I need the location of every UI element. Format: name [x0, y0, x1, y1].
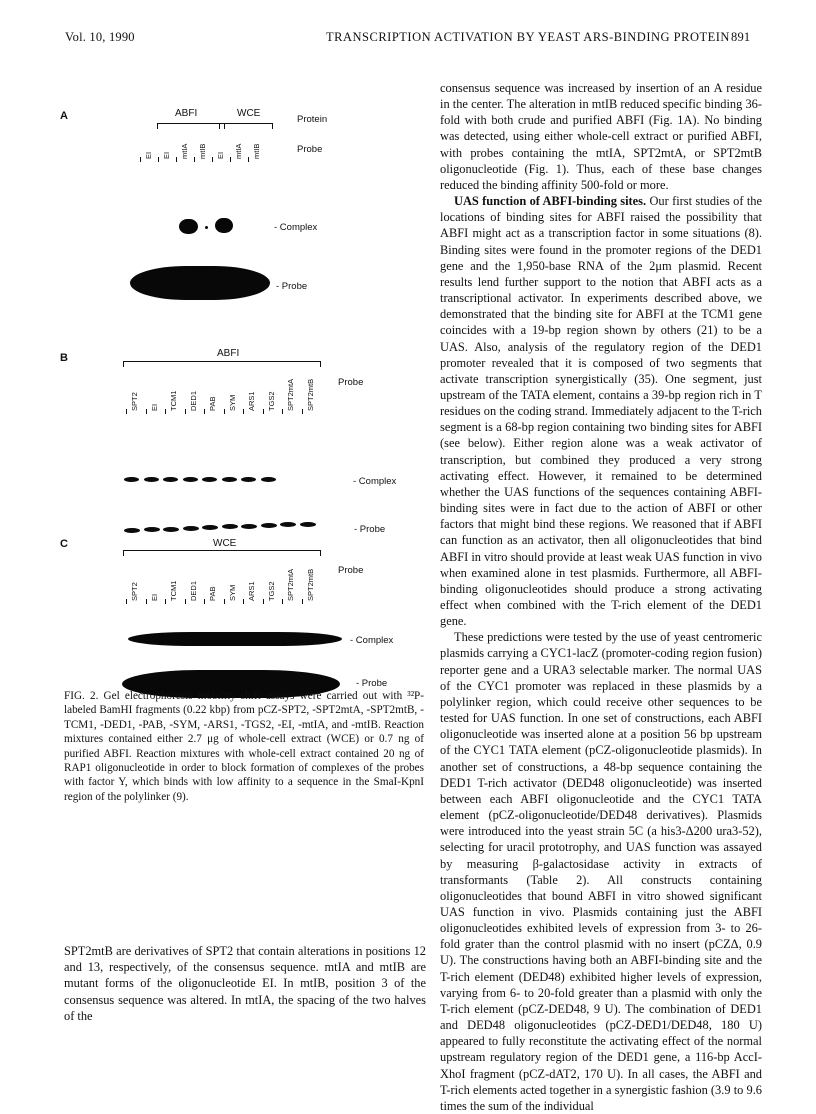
panel-b-lane-label: DED1	[188, 390, 198, 411]
panel-b-lane-tick	[263, 409, 264, 414]
panel-a-lane-label: mtIB	[198, 143, 207, 159]
panel-b-lane-label: PAB	[208, 396, 217, 411]
panel-a-protein-label: Protein	[297, 114, 328, 125]
panel-c-lane-tick	[126, 599, 127, 604]
journal-volume: Vol. 10, 1990	[65, 30, 135, 44]
panel-c-lane-label: SYM	[227, 584, 237, 601]
panel-b-probe-label: Probe	[338, 377, 364, 388]
panel-c-lane-tick	[185, 599, 186, 604]
panel-c-complex-label: - Complex	[350, 635, 394, 646]
panel-b-probe-band	[163, 527, 179, 532]
left-column-text	[64, 943, 426, 1024]
panel-b-lane-label: ARS1	[247, 391, 256, 411]
panel-a-complex-band	[215, 218, 233, 233]
page-number: 891	[731, 30, 751, 44]
panel-b-probe-band	[300, 522, 316, 527]
panel-b-lane-tick	[204, 409, 205, 414]
panel-b-lane-tick	[224, 409, 225, 414]
panel-a-lane-label: EI	[144, 151, 153, 159]
panel-c-lane-tick	[282, 599, 283, 604]
panel-a-group-abfi: ABFI	[175, 108, 198, 119]
panel-b-lane-label: SYM	[227, 394, 237, 411]
panel-b-lane-tick	[185, 409, 186, 414]
panel-c-lane-tick	[302, 599, 303, 604]
panel-a-complex-band	[179, 219, 198, 234]
right-column-text	[440, 80, 762, 1114]
panel-b-probe-band	[241, 524, 257, 529]
panel-a-lane-tick	[140, 157, 141, 162]
panel-c-probe-label-right: - Probe	[356, 678, 388, 689]
panel-a-probe-band	[130, 266, 270, 300]
panel-c-lane-tick	[204, 599, 205, 604]
panel-b-probe-band	[144, 527, 160, 532]
panel-c-lane-label: DED1	[188, 580, 198, 601]
panel-c-complex-band	[128, 632, 342, 646]
panel-c-lane-tick	[165, 599, 166, 604]
panel-b-probe-label-right: - Probe	[354, 524, 386, 535]
panel-a-lane-label: EI	[216, 151, 225, 159]
panel-b-lane-label: EI	[149, 403, 159, 411]
panel-a-lane-label: mtIA	[180, 143, 189, 159]
panel-a-probe-label: Probe	[297, 144, 323, 155]
panel-b-probe-band	[202, 525, 218, 530]
panel-c-lane-label: TCM1	[169, 580, 178, 601]
panel-c-lane-label: ARS1	[247, 581, 256, 601]
panel-c-lane-label: TGS2	[266, 581, 276, 601]
panel-b-lane-tick	[126, 409, 127, 414]
panel-c-lane-label: PAB	[208, 586, 217, 601]
panel-b-lane-tick	[146, 409, 147, 414]
panel-b-probe-band	[183, 526, 199, 531]
running-title: TRANSCRIPTION ACTIVATION BY YEAST ARS-BINDING PROTEIN	[326, 30, 730, 44]
panel-c-probe-label: Probe	[338, 565, 364, 576]
figure-2	[60, 104, 425, 674]
panel-b-lane-label: TGS2	[266, 391, 276, 411]
panel-c-lane-tick	[146, 599, 147, 604]
figure-caption: FIG. 2. Gel electrophoresis mobility shift assays were carried out with ³²P-labeled BamHI fragments (0.22 kbp) from pCZ-SPT2, -SPT2mtA, -SPT2mtB, -TCM1, -DED1, -PAB, -SYM, -ARS1, -TGS2, -EI, -mtIA, and -mtIB. Reaction mixtures contained either 2.7 μg of whole-cell extract (WCE) or 0.7 ng of purified ABFI. Reaction mixtures with whole-cell extract contained 20 ng of RAP1 oligonucleotide in order to block formation of complexes of the probes with factor Y, which binds with low affinity to a sequence in the SmaI-KpnI region of the polylinker (9).	[64, 690, 424, 803]
panel-b-complex-band	[222, 477, 237, 482]
panel-b-probe-band	[222, 524, 238, 529]
panel-c-lane-label: SPT2mtB	[305, 568, 315, 601]
panel-b-complex-band	[124, 477, 139, 482]
panel-b-complex-label: - Complex	[353, 476, 397, 487]
panel-a-probe-label-right: - Probe	[276, 281, 308, 292]
panel-c-lane-label: SPT2	[130, 582, 139, 601]
panel-b-probe-band	[124, 528, 140, 533]
panel-c-lane-label: SPT2mtA	[286, 568, 295, 601]
panel-b-complex-band	[183, 477, 198, 482]
panel-b-lane-label: SPT2mtB	[305, 378, 315, 411]
panel-b-complex-band	[241, 477, 256, 482]
panel-b-lane-tick	[243, 409, 244, 414]
panel-a-bracket-abfi	[157, 123, 225, 124]
panel-a-complex-label: - Complex	[274, 222, 318, 233]
panel-c-group-wce: WCE	[213, 538, 237, 549]
panel-b-lane-tick	[165, 409, 166, 414]
panel-b-lane-label: TCM1	[169, 390, 178, 411]
panel-b-lane-label: SPT2	[130, 392, 139, 411]
panel-b-lane-tick	[302, 409, 303, 414]
panel-a-lane-tick	[230, 157, 231, 162]
panel-c-bracket	[123, 550, 321, 551]
panel-c-lane-label: EI	[149, 593, 159, 601]
section-heading: UAS function of ABFI-binding sites.	[454, 194, 647, 209]
panel-a-lane-label: mtIB	[252, 143, 261, 159]
right-paragraph-1: consensus sequence was increased by insertion of an A residue in the center. The alteration in mtIB reduced specific binding 36-fold with both crude and purified ABFI (Fig. 1A). No binding was detected, using either whole-cell extract or purified ABFI, with probes containing the mtIA, SPT2mtA, or SPT2mtB oligonucleotide (Fig. 1). Thus, each of these base changes reduced the binding affinity 500-fold or more.	[440, 81, 762, 192]
panel-a-complex-band	[205, 226, 208, 229]
right-paragraph-2-text: Our first studies of the locations of binding sites for ABFI raised the possibility that ABFI might act as a transcription factor in some situations (8). Binding sites were found in the promoter regions of the DED1 gene and the 1,950-base RNA of the 2μm plasmid. Recent results lend further support to the notion that ABFI acts as a transcriptional activator. In experiments described above, we demonstrated that the binding site for ABFI at the TCM1 gene coincides with a 19-bp region shown by others (21) to be a UAS. Also, analysis of the regulatory region of the DED1 promoter revealed that it is composed of two segments that activate transcription synergistically (35). One segment, just upstream of the TATA element, contains a 39-bp region rich in T residues on the coding strand. Immediately adjacent to the T-rich segment is a 68-bp region containing two binding sites for ABFI (see below). Either region alone was a weak activator of transcription, but combined they produced a very strong activating effect. However, it remained to be determined whether the UAS functions of the sequences containing ABFI-binding sites were in fact due to the action of ABFI or other factors that might bind these regions. We reasoned that if ABFI can function as an activator, then all oligonucleotides that bind ABFI in vitro should provide at least weak UAS function in vivo when examined alone in test plasmids. Furthermore, all ABFI-binding oligonucleotides should produce a strong activating effect when combined with the T-rich element of the DED1 gene.	[440, 194, 762, 629]
panel-a-lane-label: mtIA	[234, 143, 243, 159]
panel-c-lane-tick	[263, 599, 264, 604]
panel-b-probe-band	[261, 523, 277, 528]
panel-a-lane-label: EI	[162, 151, 171, 159]
panel-a-label: A	[60, 110, 68, 122]
panel-a-lane-tick	[212, 157, 213, 162]
panel-b-group-abfi: ABFI	[217, 348, 240, 359]
panel-c-lane-tick	[243, 599, 244, 604]
panel-a-lane-tick	[248, 157, 249, 162]
panel-b-label: B	[60, 352, 68, 364]
panel-a-lane-tick	[176, 157, 177, 162]
panel-a-lane-tick	[158, 157, 159, 162]
panel-b-complex-band	[163, 477, 178, 482]
panel-b-bracket	[123, 361, 321, 362]
panel-c-label: C	[60, 538, 68, 550]
panel-a-lane-tick	[194, 157, 195, 162]
panel-a-bracket-wce	[219, 123, 273, 124]
left-paragraph: SPT2mtB are derivatives of SPT2 that contain alterations in positions 12 and 13, respectively, of the consensus sequence. mtIA and mtIB are mutant forms of the oligonucleotide EI. In mtIB, position 3 of the consensus sequence was altered. In mtIA, the spacing of the two halves of the	[64, 944, 426, 1023]
right-paragraph-3: These predictions were tested by the use of yeast centromeric plasmids carrying a CYC1-lacZ (promoter-coding region fusion) reporter gene and a URA3 selectable marker. The normal UAS of the CYC1 promoter was replaced in these plasmids by a polylinker region, which could receive other sequences to be tested for UAS function. In one set of constructions, each ABFI oligonucleotide was inserted alone at a position 56 bp upstream of the CYC1 TATA element (pCZ-oligonucleotide plasmids). In another set of constructions, a 48-bp sequence containing the DED1 T-rich activator (DED48 oligonucleotide) was inserted between each ABFI oligonucleotide and the CYC1 TATA element (pCZ-oligonucleotide/DED48 derivatives). Plasmids were introduced into the yeast strain 5C (a his3-Δ200 ura3-52), selecting for uracil prototrophy, and UAS function was assayed by measuring β-galactosidase activity in extracts of transformants (Table 2). All constructs containing oligonucleotides that bound ABFI in vitro showed significant UAS function in vivo. Plasmids containing just the ABFI oligonucleotides exhibited levels of expression from 3- to 26-fold grater than the control plasmid with no insert (pCZΔ, 0.9 U). The constructions having both an ABFI-binding site and the T-rich element (DED48) exhibited higher levels of expression, varying from 6- to 20-fold greater than a plasmid with only the T-rich element (pCZ-DED48, 9 U). The combination of DED1 and DED48 oligonucleotides (pCZ-DED1/DED48, 180 U) appeared to fully reconstitute the activating effect of the normal upstream regulatory region of the DED1 gene, a 116-bp AccI-XhoI fragment (pCZ-dAT2, 170 U). In all cases, the ABFI and T-rich elements acted together in a synergistic fashion (3.9 to 9.6 times the sum of the individual	[440, 630, 762, 1113]
panel-b-complex-band	[202, 477, 217, 482]
panel-b-probe-band	[280, 522, 296, 527]
panel-b-complex-band	[144, 477, 159, 482]
panel-c-lane-tick	[224, 599, 225, 604]
panel-b-lane-tick	[282, 409, 283, 414]
panel-b-lane-label: SPT2mtA	[286, 378, 295, 411]
panel-b-complex-band	[261, 477, 276, 482]
right-paragraph-2	[440, 193, 762, 629]
panel-a-group-wce: WCE	[237, 108, 261, 119]
